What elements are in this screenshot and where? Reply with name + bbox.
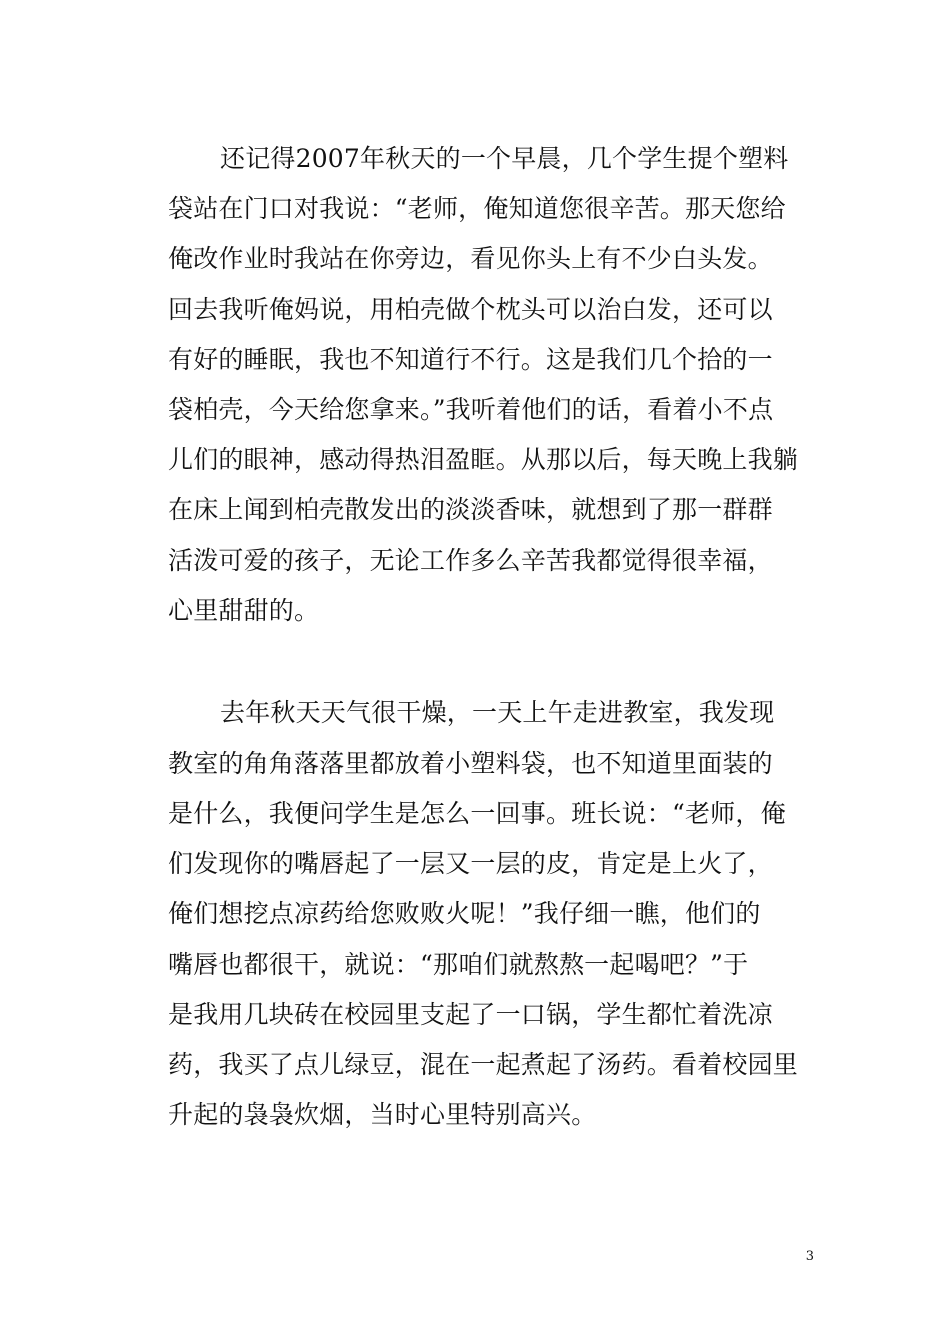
paragraph-2-line-9: 升起的袅袅炊烟，当时心里特别高兴。 [168,1100,597,1129]
paragraph-2-line-7: 是我用几块砖在校园里支起了一口锅，学生都忙着洗凉 [168,1000,773,1029]
paragraph-2-line-2: 教室的角角落落里都放着小塑料袋，也不知道里面装的 [168,749,773,778]
paragraph-1-line-9: 活泼可爱的孩子，无论工作多么辛苦我都觉得很幸福， [168,546,773,575]
paragraph-1-line-4: 回去我听俺妈说，用柏壳做个枕头可以治白发，还可以 [168,295,773,324]
paragraph-1-line-7: 儿们的眼神，感动得热泪盈眶。从那以后，每天晚上我躺 [168,445,799,474]
paragraph-2-line-1: 去年秋天天气很干燥，一天上午走进教室，我发现 [220,698,775,727]
paragraph-1-line-6: 袋柏壳，今天给您拿来。”我听着他们的话，看着小不点 [168,395,774,424]
paragraph-1-line-8: 在床上闻到柏壳散发出的淡淡香味，就想到了那一群群 [168,495,773,524]
paragraph-1-line-10: 心里甜甜的。 [168,596,320,625]
paragraph-2-line-5: 俺们想挖点凉药给您败败火呢！”我仔细一瞧，他们的 [168,899,761,928]
paragraph-1-line-2: 袋站在门口对我说：“老师，俺知道您很辛苦。那天您给 [168,194,786,223]
paragraph-2-line-4: 们发现你的嘴唇起了一层又一层的皮，肯定是上火了， [168,849,773,878]
paragraph-1-line-5: 有好的睡眠，我也不知道行不行。这是我们几个拾的一 [168,345,773,374]
paragraph-2-line-3: 是什么，我便问学生是怎么一回事。班长说：“老师，俺 [168,799,786,828]
paragraph-1-line-3: 俺改作业时我站在你旁边，看见你头上有不少白头发。 [168,244,773,273]
paragraph-2-line-6: 嘴唇也都很干，就说：“那咱们就熬熬一起喝吧？”于 [168,950,749,979]
paragraph-2-line-8: 药，我买了点儿绿豆，混在一起煮起了汤药。看着校园里 [168,1050,799,1079]
paragraph-1-line-1: 还记得2007年秋天的一个早晨，几个学生提个塑料 [220,144,789,173]
page-number: 3 [805,1249,814,1264]
